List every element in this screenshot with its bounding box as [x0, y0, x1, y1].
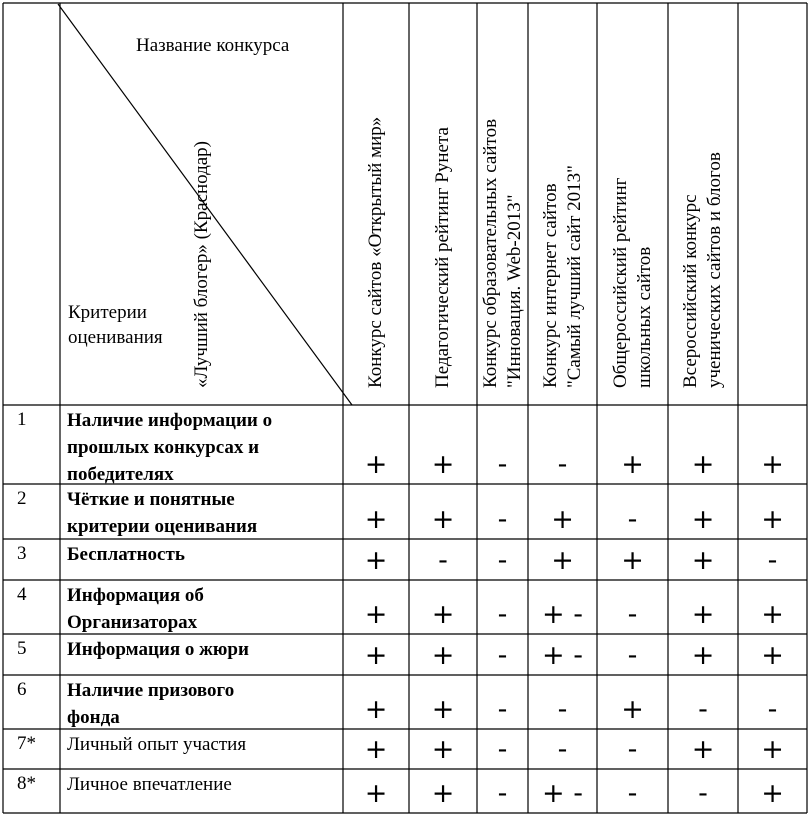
column-header-label: Конкурс интернет сайтов	[539, 183, 561, 388]
rating-mark: +	[364, 640, 388, 671]
rating-mark: +	[761, 640, 784, 671]
rating-mark: -	[497, 599, 508, 630]
rating-mark: +	[364, 599, 388, 630]
rating-mark: -	[497, 734, 508, 765]
row-number: 8*	[17, 773, 36, 794]
rating-mark: +	[364, 778, 388, 809]
rating-mark: +	[761, 449, 784, 480]
column-header-label: школьных сайтов	[633, 246, 655, 388]
rating-mark: -	[627, 599, 638, 630]
rating-mark: +	[761, 504, 784, 535]
column-header-label: "Инновация. Web-2013"	[503, 194, 525, 388]
rating-mark: +	[621, 449, 644, 480]
rating-mark: +	[551, 504, 574, 535]
criterion-label: фонда	[67, 707, 120, 728]
rating-mark: +	[364, 504, 388, 535]
rating-mark: -	[497, 449, 508, 480]
criterion-label: Личное впечатление	[67, 774, 232, 795]
rating-mark: +	[691, 449, 715, 480]
rating-mark: +	[761, 599, 784, 630]
criterion-label: победителях	[67, 464, 174, 485]
column-header-label: Конкурс образовательных сайтов	[479, 118, 501, 388]
rating-mark: +	[431, 778, 455, 809]
row-number: 4	[17, 584, 27, 605]
row-number: 3	[17, 543, 27, 564]
rating-mark: -	[698, 694, 708, 725]
rating-mark: -	[767, 694, 778, 725]
rating-mark: -	[557, 449, 568, 480]
rating-mark: +	[431, 640, 455, 671]
column-header-label: Конкурс сайтов «Открытый мир»	[365, 116, 386, 388]
corner-label-contest: Название конкурса	[136, 35, 290, 56]
rating-mark: +	[761, 778, 784, 809]
rating-mark: -	[438, 545, 448, 576]
row-number: 1	[17, 409, 27, 430]
criterion-label: Чёткие и понятные	[67, 489, 235, 510]
rating-mark: -	[557, 694, 568, 725]
criterion-label: прошлых конкурсах и	[67, 437, 260, 458]
rating-mark: +	[364, 545, 388, 576]
rating-mark: + -	[542, 599, 583, 630]
rating-mark: -	[627, 504, 638, 535]
criterion-label: Информация о жюри	[67, 639, 249, 660]
row-number: 2	[17, 488, 27, 509]
rating-mark: -	[557, 734, 568, 765]
rating-mark: -	[497, 694, 508, 725]
row-number: 6	[17, 679, 27, 700]
rating-mark: -	[767, 545, 778, 576]
rating-mark: -	[627, 640, 638, 671]
rating-mark: + -	[542, 778, 583, 809]
rating-mark: -	[627, 734, 638, 765]
rating-mark: +	[691, 545, 715, 576]
column-header-label: «Лучший блогер» (Краснодар)	[190, 141, 212, 388]
column-header-label: ученических сайтов и блогов	[704, 152, 725, 388]
criterion-label: Личный опыт участия	[67, 734, 247, 755]
criterion-label: Наличие призового	[67, 680, 235, 701]
column-header-label: Общероссийский рейтинг	[609, 177, 631, 388]
criterion-label: Наличие информации о	[67, 410, 273, 431]
rating-mark: +	[621, 694, 644, 725]
rating-mark: -	[497, 504, 508, 535]
column-header-label: Всероссийский конкурс	[680, 194, 701, 388]
rating-mark: +	[364, 694, 388, 725]
row-number: 5	[17, 638, 27, 659]
rating-mark: +	[691, 504, 715, 535]
criterion-label: Информация об	[67, 585, 204, 606]
rating-mark: +	[431, 734, 455, 765]
rating-mark: +	[364, 449, 388, 480]
rating-mark: -	[698, 778, 708, 809]
rating-mark: +	[691, 599, 715, 630]
criterion-label: Организаторах	[67, 612, 198, 633]
rating-mark: +	[691, 640, 715, 671]
rating-mark: -	[497, 778, 508, 809]
column-header-label: "Самый лучший сайт 2013"	[563, 165, 585, 388]
column-header-label: Педагогический рейтинг Рунета	[432, 127, 453, 388]
rating-mark: -	[497, 545, 508, 576]
rating-mark: +	[621, 545, 644, 576]
rating-mark: +	[691, 734, 715, 765]
rating-mark: +	[431, 599, 455, 630]
rating-mark: -	[497, 640, 508, 671]
rating-mark: +	[431, 504, 455, 535]
rating-mark: + -	[542, 640, 583, 671]
rating-mark: +	[431, 694, 455, 725]
rating-mark: +	[364, 734, 388, 765]
rating-mark: +	[431, 449, 455, 480]
criterion-label: критерии оценивания	[67, 516, 258, 537]
corner-label-criteria: оценивания	[68, 327, 163, 348]
corner-label-criteria: Критерии	[68, 302, 147, 323]
criterion-label: Бесплатность	[67, 544, 185, 565]
rating-mark: -	[627, 778, 638, 809]
row-number: 7*	[17, 733, 36, 754]
rating-mark: +	[761, 734, 784, 765]
rating-mark: +	[551, 545, 574, 576]
